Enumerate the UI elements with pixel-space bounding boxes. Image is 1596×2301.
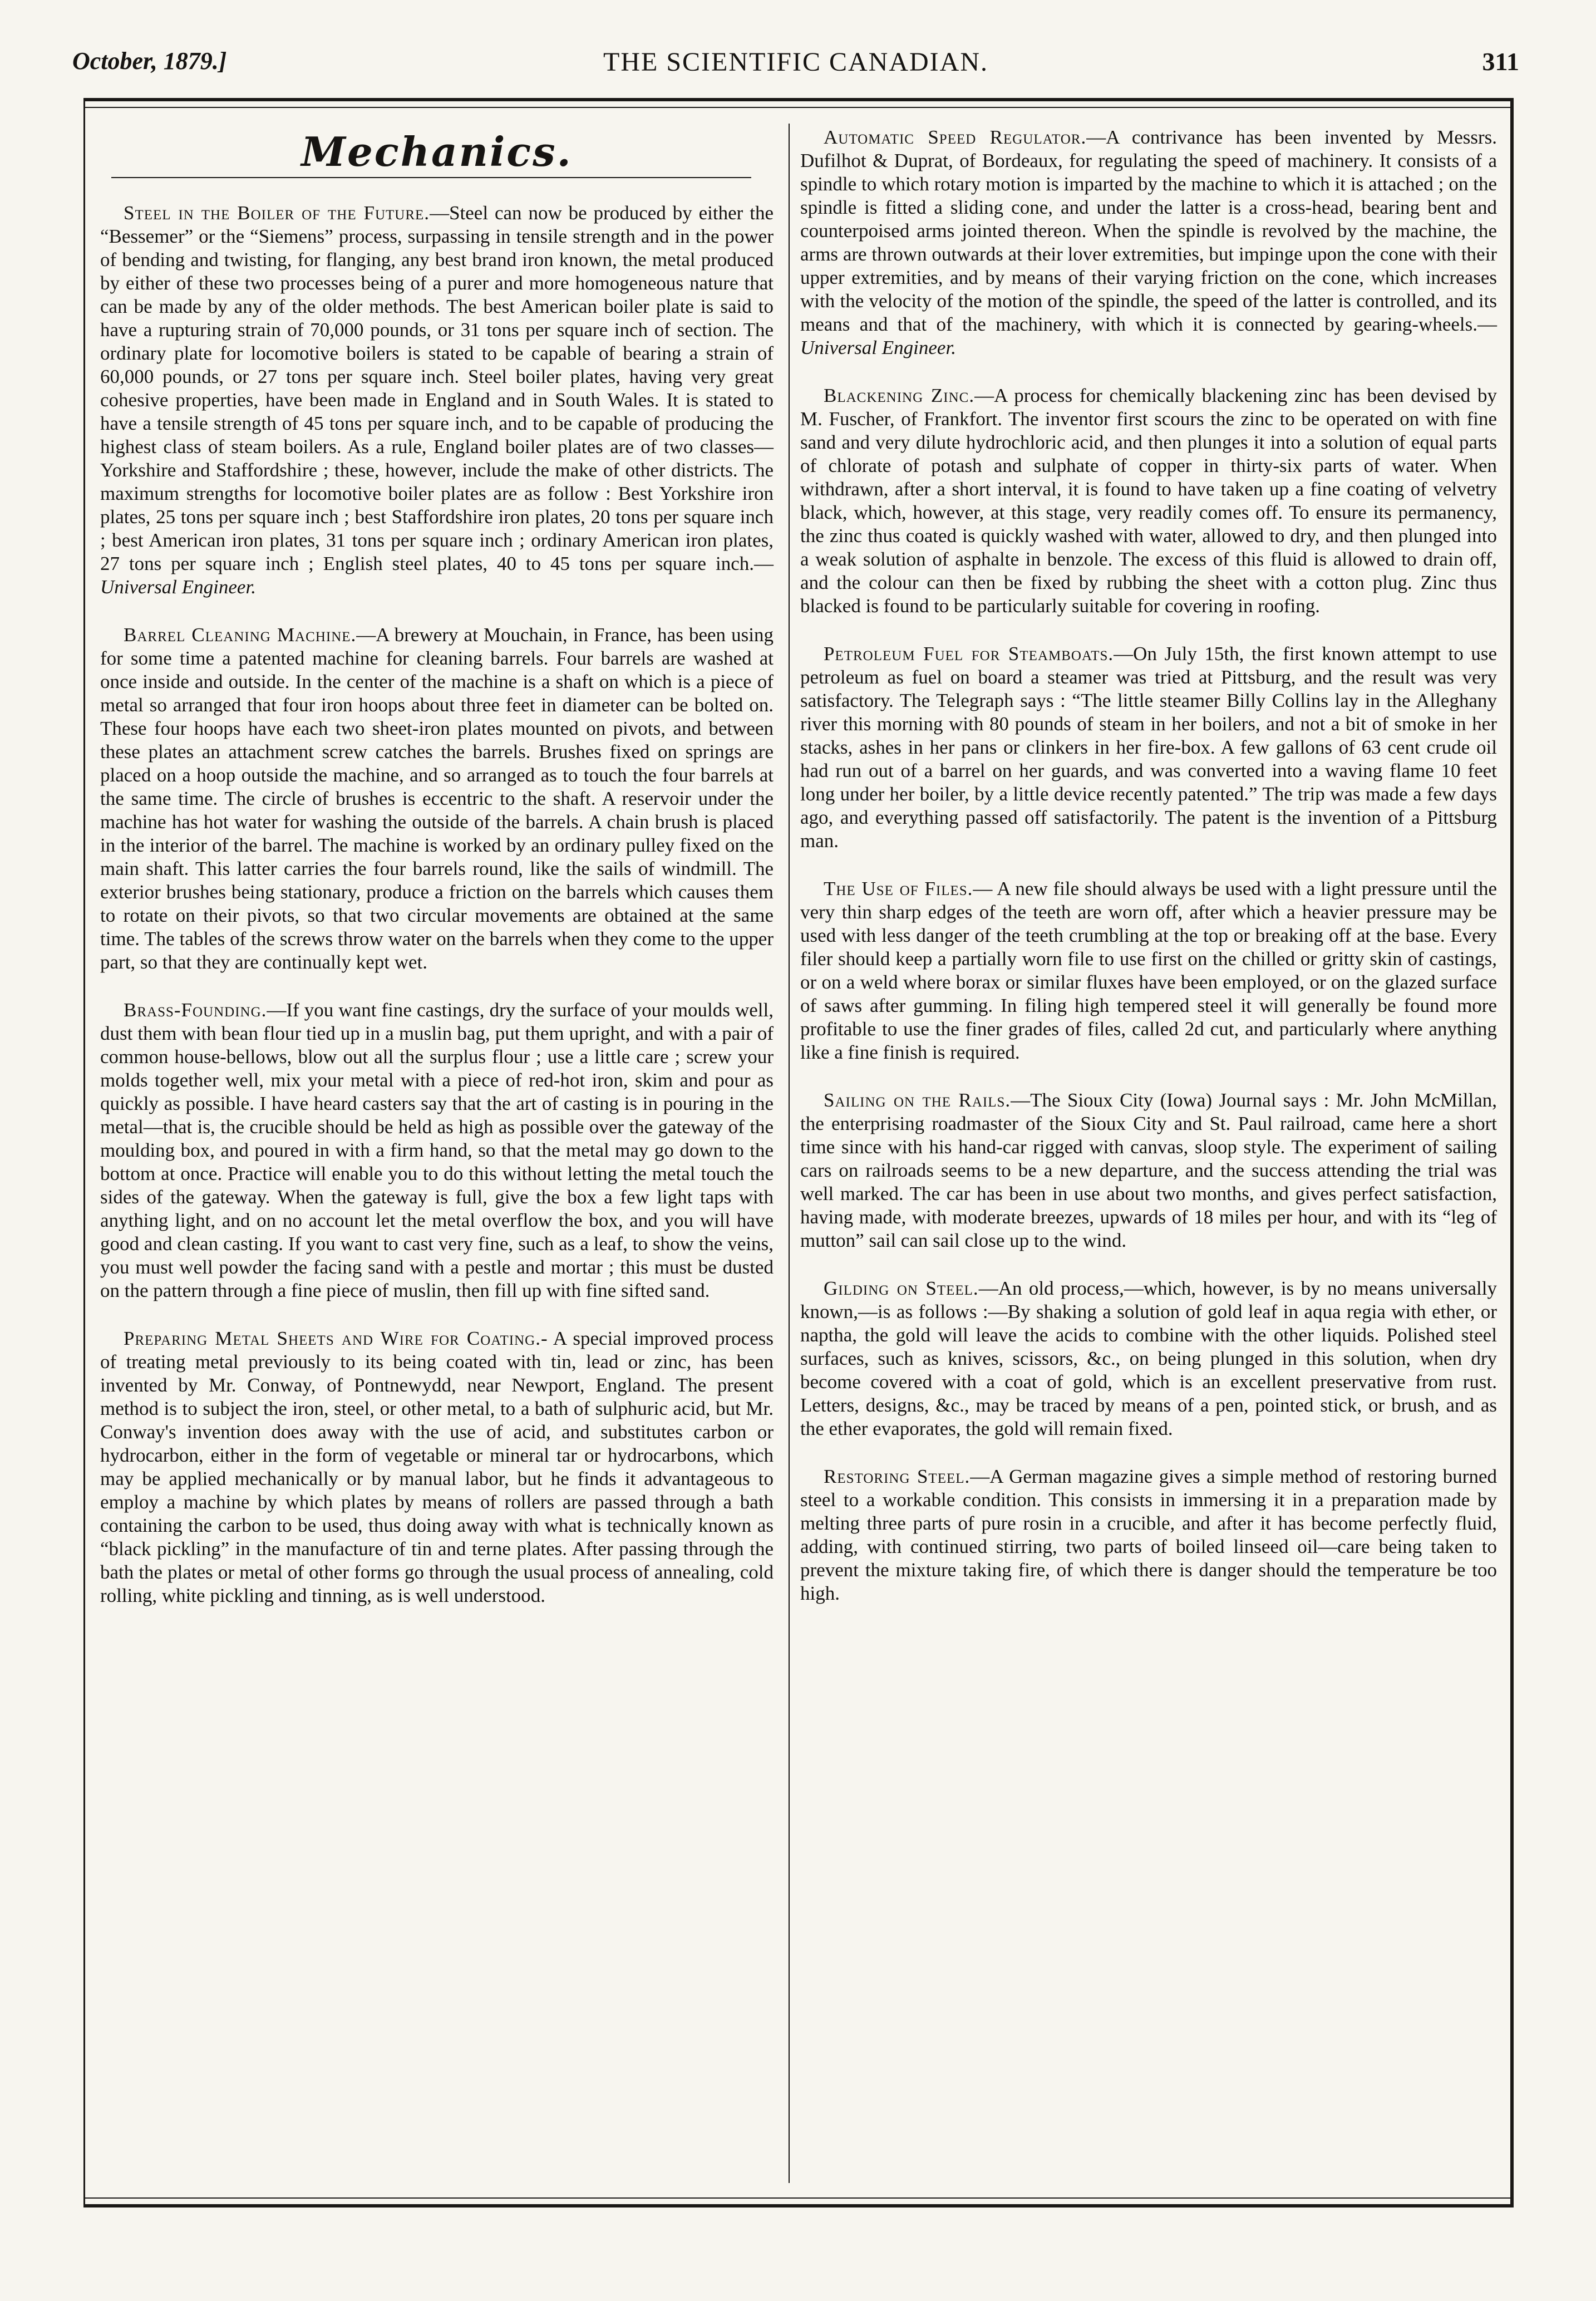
article-brass-founding xyxy=(100,999,774,1302)
article-body: —The Sioux City (Iowa) Journal says : Mr. John McMillan, the enterprising roadmaster of the Sioux City and St. Paul railroad, came here a short time since with his hand-car rigged with canvas, sloop style. The experiment of sailing cars on railroads seems to be a new departure, and the success attending the trial was well marked. The car has been in use about two months, and gives perfect satisfaction, having made, with moderate breezes, upwards of 18 miles per hour, and with its “leg of mutton” sail can sail close up to the wind. xyxy=(800,1089,1497,1251)
article-heading: Brass-Founding. xyxy=(124,999,267,1021)
article-heading: Sailing on the Rails. xyxy=(824,1089,1011,1111)
article-body: —A process for chemically blackening zinc has been devised by M. Fuscher, of Frankfort. The inventor first scours the zinc to be operated on with fine sand and very dilute hydrochloric acid, and then plunges it into a solution of equal parts of chlorate of potash and sulphate of copper in thirty-six parts of water. When withdrawn, after a short interval, it is found to have taken up a fine coating of velvetry black, which, however, at this stage, very readily comes off. To ensure its permanency, the zinc thus coated is quickly washed with water, allowed to dry, and then plunged into a weak solution of asphalte in benzole. The excess of this fluid is allowed to drain off, and the colour can then be fixed by rubbing the sheet with a cotton plug. Zinc thus blacked is found to be particularly suitable for covering in roofing. xyxy=(800,385,1497,617)
article-heading: Blackening Zinc. xyxy=(824,385,975,406)
article-speed-regulator xyxy=(800,126,1497,360)
article-heading: Petroleum Fuel for Steamboats. xyxy=(824,643,1114,665)
article-heading: Barrel Cleaning Machine. xyxy=(124,624,357,646)
article-heading: Gilding on Steel. xyxy=(824,1277,979,1299)
article-heading: Preparing Metal Sheets and Wire for Coating. xyxy=(124,1328,541,1349)
article-heading: Steel in the Boiler of the Future. xyxy=(124,202,430,224)
article-use-of-files xyxy=(800,877,1497,1064)
article-petroleum-fuel xyxy=(800,642,1497,853)
article-body: - A special improved process of treating metal previously to its being coated with tin, lead or zinc, has been invented by Mr. Conway, of Pontnewydd, near Newport, England. The present method is to subject the iron, steel, or other metal, to a bath of sulphuric acid, but Mr. Conway's invention does away with the use of acid, and substitutes carbon or hydrocarbon, either in the form of vegetable or mineral tar or hydrocarbons, which may be applied mechanically or by manual labor, but he finds it advantageous to employ a machine by which plates by means of rollers are passed through a bath containing the carbon to be used, thus doing away with what is technically known as “black pickling” in the manufacture of tin and terne plates. After passing through the bath the plates or metal of other forms go through the usual process of annealing, cold rolling, white pickling and tinning, as is well understood. xyxy=(100,1328,774,1606)
article-body: —A brewery at Mouchain, in France, has been using for some time a patented machine for cleaning barrels. Four barrels are washed at once inside and outside. In the center of the machine is a shaft on which is a piece of metal so arranged that four iron hoops about three feet in diameter can be bolted on. These four hoops have each two sheet-iron plates mounted on pivots, and between these plates an attachment screw catches the barrels. Brushes fixed on springs are placed on a hoop outside the machine, and so arranged as to touch the four barrels at the same time. The circle of brushes is eccentric to the shaft. A reservoir under the machine has hot water for washing the outside of the barrels. A chain brush is placed in the interior of the barrel. The machine is worked by an ordinary pulley fixed on the main shaft. This latter carries the four barrels round, like the sails of windmill. The exterior brushes being stationary, produce a friction on the barrels which causes them to rotate on their pivots, so that two circular movements are obtained at the same time. The tables of the screws throw water on the barrels when they come to the upper part, so that they are continually kept wet. xyxy=(100,624,774,973)
page-header xyxy=(72,47,1519,91)
article-barrel-cleaning xyxy=(100,623,774,974)
section-title: Mechanics. xyxy=(301,128,573,175)
article-blackening-zinc xyxy=(800,384,1497,618)
frame-inner-bottom-rule xyxy=(83,2197,1514,2199)
article-heading: Automatic Speed Regulator. xyxy=(824,126,1087,148)
page-number: 311 xyxy=(1482,47,1519,76)
column-divider xyxy=(789,124,790,2183)
article-source: Universal Engineer. xyxy=(100,576,256,598)
article-heading: The Use of Files. xyxy=(824,878,973,899)
section-title-rule xyxy=(111,177,751,178)
article-body: —If you want fine castings, dry the surface of your moulds well, dust them with bean flour tied up in a muslin bag, put them upright, and with a pair of common house-bellows, blow out all the surplus flour ; use a little care ; screw your molds together well, mix your metal with a piece of red-hot iron, skim and pour as quickly as possible. I have heard casters say that the art of casting is in pouring in the metal—that is, the crucible should be held as high as possible over the gateway of the moulding box, and poured in with a firm hand, so that the metal may go down to the bottom at once. Practice will enable you to do this without letting the metal touch the sides of the gateway. When the gateway is full, give the box a few light taps with anything light, and on no account let the metal overflow the box, and you will have good and clean casting. If you want to cast very fine, such as a leaf, to show the veins, you must well powder the facing sand with a pestle and mortar ; this must be dusted on the pattern through a fine piece of muslin, then fill up with fine sifted sand. xyxy=(100,999,774,1301)
frame-inner-top-rule xyxy=(83,107,1514,108)
article-source: Universal Engineer. xyxy=(800,337,956,358)
article-gilding-steel xyxy=(800,1277,1497,1440)
article-steel-boiler xyxy=(100,201,774,599)
publication-title: THE SCIENTIFIC CANADIAN. xyxy=(603,47,988,77)
article-preparing-metal xyxy=(100,1327,774,1607)
article-body: —Steel can now be produced by either the “Bessemer” or the “Siemens” process, surpassing in tensile strength and in the power of bending and twisting, for flanging, any best brand iron known, the metal produced by either of these two processes being of a purer and more homogeneous nature that can be made by any of the older methods. The best American boiler plate is said to have a rupturing strain of 70,000 pounds, or 31 tons per square inch of section. The ordinary plate for locomotive boilers is stated to be capable of bearing a strain of 60,000 pounds, or 27 tons per square inch. Steel boiler plates, having very great cohesive properties, have been made in England and in South Wales. It is stated to have a tensile strength of 45 tons per square inch, and to be capable of producing the highest class of steam boilers. As a rule, England boiler plates are of two classes—Yorkshire and Staffordshire ; these, however, include the make of other districts. The maximum strengths for locomotive boiler plates are as follow : Best Yorkshire iron plates, 25 tons per square inch ; best Staffordshire iron plates, 20 tons per square inch ; best American iron plates, 31 tons per square inch ; ordinary American iron plates, 27 tons per square inch ; English steel plates, 40 to 45 tons per square inch.— xyxy=(100,202,774,574)
article-heading: Restoring Steel. xyxy=(824,1466,971,1487)
article-body: —A contrivance has been invented by Messrs. Dufilhot & Duprat, of Bordeaux, for regulating the speed of machinery. It consists of a spindle to which rotary motion is imparted by the machine to which it is attached ; on the spindle is fitted a sliding cone, and under the latter is a cross-head, bearing bent and counterpoised arms jointed thereon. When the spindle is revolved by the machine, the arms are thrown outwards at their lover extremities, but impinge upon the cone with their upper extremities, and by means of their varying friction on the cone, which increases with the velocity of the motion of the spindle, the speed of the latter is controlled, and its means and that of the machinery, with which it is connected by gearing-wheels.— xyxy=(800,126,1497,335)
article-sailing-rails xyxy=(800,1089,1497,1252)
article-body: — A new file should always be used with a light pressure until the very thin sharp edges of the teeth are worn off, after which a heavier pressure may be used with less danger of the teeth crumbling at the top or breaking off at the base. Every filer should keep a partially worn file to use first on the chilled or gritty skin of castings, or on a weld where borax or similar fluxes have been employed, or on the glazed surface of saws after gumming. In filing high tempered steel it will generally be found more profitable to use the finer grades of files, called 2d cut, and particularly where anything like a fine finish is required. xyxy=(800,878,1497,1063)
article-body: —An old process,—which, however, is by no means universally known,—is as follows :—By shaking a solution of gold leaf in aqua regia with ether, or naptha, the gold will leave the acids to combine with the other liquids. Polished steel surfaces, such as knives, scissors, &c., on being plunged in this solution, when dry become covered with a coat of gold, which is an excellent preservative from rust. Letters, designs, &c., may be traced by means of a pen, pointed stick, or brush, and as the ether evaporates, the gold will remain fixed. xyxy=(800,1277,1497,1439)
article-body: —On July 15th, the first known attempt to use petroleum as fuel on board a steamer was tried at Pittsburg, and the result was very satisfactory. The Telegraph says : “The little steamer Billy Collins lay in the Alleghany river this morning with 80 pounds of steam in her boilers, and not a bit of smoke in her stacks, ashes in her pans or clinkers in her fire-box. A few gallons of 63 cent crude oil had run out of a barrel on her guards, and was converted into a waving flame 10 feet long under her boiler, by a little device recently patented.” The trip was made a few days ago, and everything passed off satisfactorily. The patent is the invention of a Pittsburg man. xyxy=(800,643,1498,852)
article-body: —A German magazine gives a simple method of restoring burned steel to a workable condition. This consists in immersing it in a preparation made by melting three parts of pure rosin in a crucible, and after it has become perfectly fluid, adding, with continued stirring, two parts of boiled linseed oil—care being taken to prevent the mixture taking fire, of which there is danger should the temperature be too high. xyxy=(800,1466,1497,1604)
article-restoring-steel xyxy=(800,1465,1497,1605)
left-column xyxy=(100,126,774,1632)
right-column xyxy=(800,126,1497,1630)
issue-date: October, 1879.] xyxy=(72,47,227,75)
